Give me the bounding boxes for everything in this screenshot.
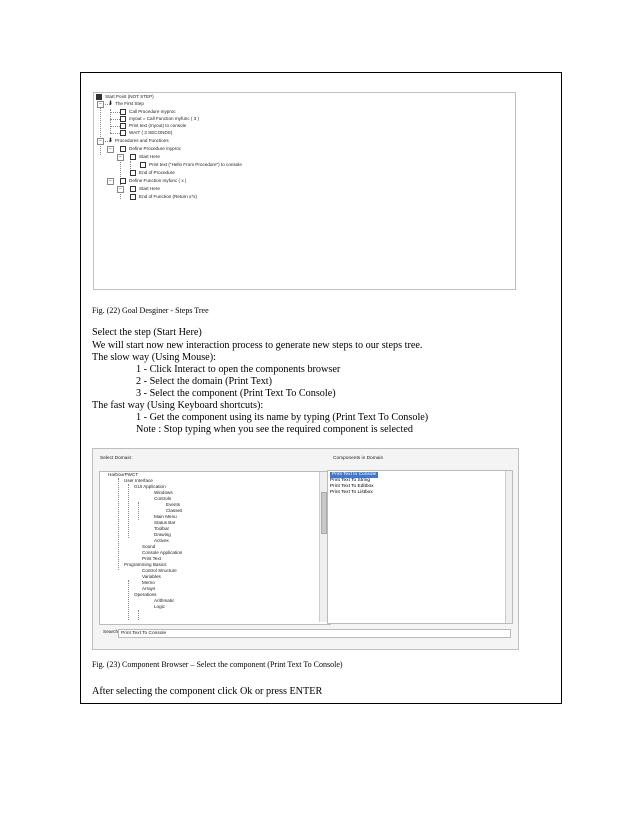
components-label: Components in Domain [333, 456, 384, 461]
collapse-toggle[interactable]: − [107, 146, 114, 153]
tree-node[interactable]: Start Here [130, 185, 160, 192]
tree-node[interactable]: Define Function myfunc ( x ) [120, 177, 186, 184]
step-icon [130, 170, 136, 176]
search-value: Print Text To Console [121, 631, 167, 636]
domain-tree-item[interactable]: Print Text [142, 556, 162, 561]
tree-node[interactable]: Start Here [130, 153, 160, 160]
domain-tree-item[interactable]: Activex [154, 538, 169, 543]
domain-tree-item[interactable]: Drawing [154, 532, 171, 537]
tree-node[interactable]: WAIT ( 3 SECONDS) [120, 129, 172, 136]
step-icon [120, 109, 126, 115]
domain-tree-item[interactable]: Memo [142, 580, 155, 585]
domain-tree-item[interactable]: Toolbar [154, 526, 170, 531]
down-arrow-icon: ⬇ [108, 101, 114, 107]
paragraph-line: 3 - Select the component (Print Text To Console) [136, 388, 336, 399]
step-icon [130, 194, 136, 200]
domain-tree-item[interactable]: Arrays [142, 586, 156, 591]
paragraph-line: 1 - Click Interact to open the components browser [136, 364, 341, 375]
step-icon [120, 130, 126, 136]
component-item[interactable]: Print Text To Editbox [330, 484, 374, 489]
step-icon [120, 146, 126, 152]
domain-tree-item[interactable]: Classes [166, 508, 183, 513]
paragraph-line: The fast way (Using Keyboard shortcuts): [92, 400, 264, 411]
down-arrow-icon: ⬇ [108, 138, 114, 144]
step-icon [140, 162, 146, 168]
domain-tree-item[interactable]: Controls [154, 496, 172, 501]
step-icon [130, 154, 136, 160]
component-item[interactable]: Print Text To Listbox [330, 490, 373, 495]
component-item[interactable]: Print Text to Console [332, 472, 377, 477]
closing-line: After selecting the component click Ok or press ENTER [92, 686, 323, 697]
tree-node[interactable]: ⬇ Procedures and Functions [108, 138, 169, 144]
paragraph-line: Select the step (Start Here) [92, 327, 202, 338]
paragraph-line: Note : Stop typing when you see the required component is selected [136, 424, 413, 435]
steps-tree-panel [93, 92, 516, 290]
domain-tree-item[interactable]: Windows [154, 490, 173, 495]
figure-caption: Fig. (23) Component Browser – Select the component (Print Text To Console) [92, 660, 343, 669]
tree-node[interactable]: Call Procedure myproc [120, 108, 176, 115]
domain-tree-item[interactable]: Logic [154, 604, 165, 609]
domain-tree-item[interactable]: Console Application [142, 550, 183, 555]
domain-tree-item[interactable]: GUI Application [134, 484, 166, 489]
tree-node[interactable]: End of Function (Return x*x) [130, 193, 197, 200]
domain-tree-item[interactable]: Arithmatic [154, 598, 175, 603]
paragraph-line: 1 - Get the component using its name by typing (Print Text To Console) [136, 412, 429, 423]
domain-tree-item[interactable]: Main Menu [154, 514, 177, 519]
search-label: Search [103, 630, 119, 635]
collapse-toggle[interactable]: − [107, 178, 114, 185]
domain-tree[interactable] [99, 471, 331, 625]
tree-node[interactable]: Print text ("Hello From Procedure") to console [140, 161, 242, 168]
domain-tree-item[interactable]: Status Bar [154, 520, 176, 525]
select-domain-label: Select Domain: [100, 456, 133, 461]
figure-caption: Fig. (22) Goal Desginer - Steps Tree [92, 306, 209, 315]
domain-tree-item[interactable]: Variables [142, 574, 161, 579]
collapse-toggle[interactable]: − [117, 154, 124, 161]
step-icon [130, 186, 136, 192]
domain-tree-item[interactable]: HarbourPWCT [108, 472, 139, 477]
checkbox-icon [96, 94, 102, 100]
tree-node[interactable]: Define Procedure myproc [120, 145, 181, 152]
step-icon [120, 123, 126, 129]
component-item[interactable]: Print Text To String [330, 478, 371, 483]
paragraph-line: We will start now new interaction process to generate new steps to our steps tree. [92, 340, 423, 351]
domain-tree-item[interactable]: Control Structure [142, 568, 177, 573]
domain-tree-item[interactable]: Sound [142, 544, 156, 549]
collapse-toggle[interactable]: − [97, 138, 104, 145]
tree-node[interactable]: Start Point (NOT STEP) [96, 93, 154, 100]
tree-node[interactable]: Print text (myout) to console [120, 122, 186, 129]
step-icon [120, 116, 126, 122]
tree-node[interactable]: End of Procedure [130, 169, 175, 176]
domain-tree-item[interactable]: Operations [134, 592, 157, 597]
domain-tree-item[interactable]: User Interface [124, 478, 153, 483]
paragraph-line: 2 - Select the domain (Print Text) [136, 376, 273, 387]
domain-tree-item[interactable]: Events [166, 502, 181, 507]
tree-node[interactable]: myout = Call Function myfunc ( 3 ) [120, 115, 199, 122]
paragraph-line: The slow way (Using Mouse): [92, 352, 216, 363]
components-list[interactable] [327, 470, 513, 624]
step-icon [120, 178, 126, 184]
components-scrollbar[interactable] [505, 471, 512, 623]
collapse-toggle[interactable]: − [117, 186, 124, 193]
domain-tree-item[interactable]: Programming Basics [124, 562, 167, 567]
search-input[interactable] [118, 629, 511, 638]
tree-node[interactable]: ⬇ The First Step [108, 101, 144, 107]
collapse-toggle[interactable]: − [97, 101, 104, 108]
